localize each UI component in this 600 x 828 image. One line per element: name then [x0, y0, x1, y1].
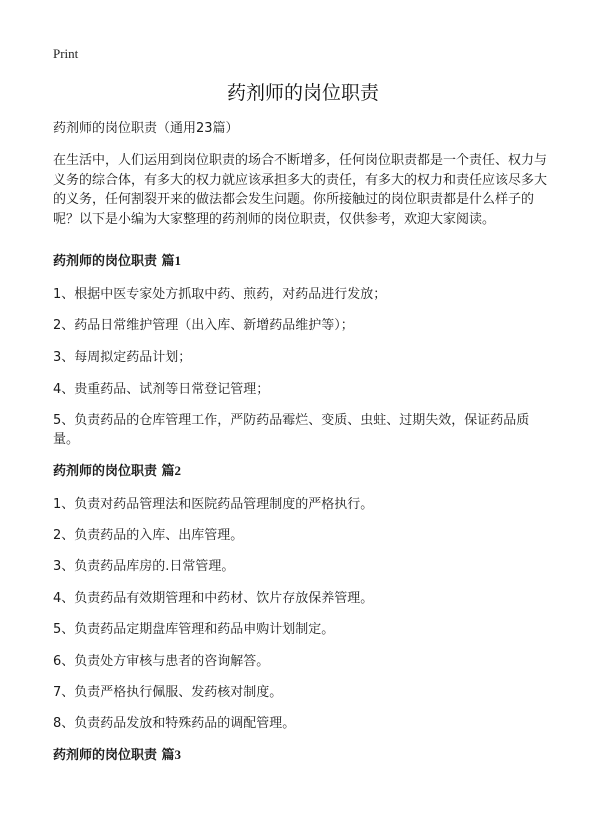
sections-flow [53, 252, 549, 765]
section-1 [53, 252, 549, 449]
list-item: 1、负责对药品管理法和医院药品管理制度的严格执行。 [53, 497, 374, 512]
section-part-label: 篇2 [161, 463, 182, 478]
section-heading [53, 252, 549, 271]
section-heading-text: 药剂师的岗位职责 [53, 748, 162, 763]
list-item: 5、负责药品的仓库管理工作，严防药品霉烂、变质、虫蛀、过期失效，保证药品质量。 [53, 413, 530, 447]
list-item: 8、负责药品发放和特殊药品的调配管理。 [53, 716, 296, 731]
section-heading-text: 药剂师的岗位职责 [53, 254, 162, 269]
section-part-label: 篇3 [161, 747, 182, 762]
list-item: 4、贵重药品、试剂等日常登记管理； [53, 382, 270, 397]
list-item: 2、负责药品的入库、出库管理。 [53, 528, 244, 543]
list-item: 7、负责严格执行佩服、发药核对制度。 [53, 685, 283, 700]
intro-paragraph: 在生活中，人们运用到岗位职责的场合不断增多，任何岗位职责都是一个责任、权力与义务的综合体，有多大的权力就应该承担多大的责任，有多大的权力和责任应该尽多大的义务，任何割裂开来的做法都会发生问题。你所接触过的岗位职责都是什么样子的呢？以下是小编为大家整理的药剂师的岗位职责，仅供参考，欢迎大家阅读。 [53, 153, 548, 227]
list-item: 5、负责药品定期盘库管理和药品申购计划制定。 [53, 622, 335, 637]
list-item: 6、负责处方审核与患者的咨询解答。 [53, 654, 270, 669]
section-part-label: 篇1 [161, 253, 182, 268]
list-item: 2、药品日常维护管理（出入库、新增药品维护等）； [53, 318, 354, 333]
list-item: 1、根据中医专家处方抓取中药、煎药，对药品进行发放； [53, 287, 387, 302]
list-item: 3、每周拟定药品计划； [53, 350, 192, 365]
section-2 [53, 462, 549, 733]
print-label: Print [53, 46, 79, 61]
document-title: 药剂师的岗位职责 [226, 82, 379, 104]
section-heading [53, 746, 549, 765]
section-3 [53, 746, 549, 765]
list-item: 4、负责药品有效期管理和中药材、饮片存放保养管理。 [53, 591, 374, 606]
section-heading-text: 药剂师的岗位职责 [53, 464, 162, 479]
section-heading [53, 462, 549, 481]
list-item: 3、负责药品库房的.日常管理。 [53, 559, 235, 574]
document-subtitle: 药剂师的岗位职责（通用23篇） [53, 121, 239, 136]
